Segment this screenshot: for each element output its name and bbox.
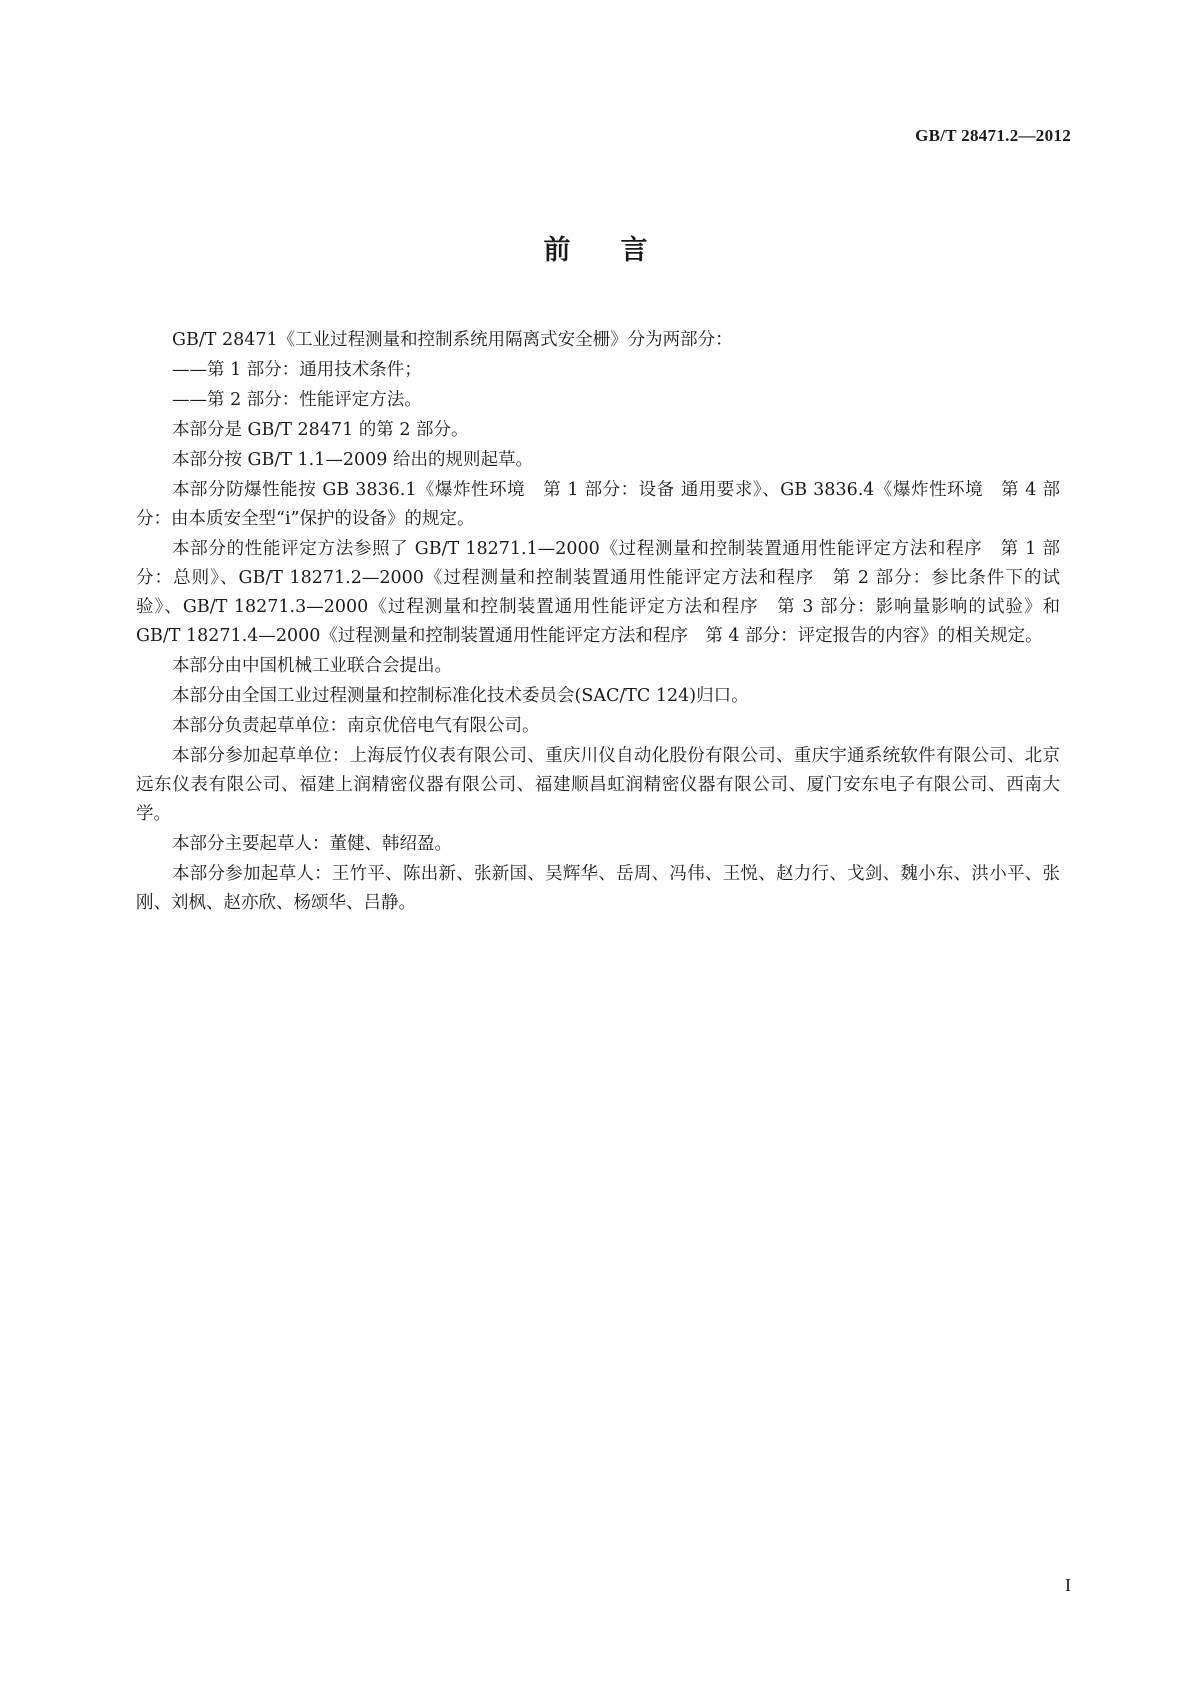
paragraph-participating-units: 本部分参加起草单位：上海辰竹仪表有限公司、重庆川仪自动化股份有限公司、重庆宇通系统软件有限公司、北京远东仪表有限公司、福建上润精密仪器有限公司、福建顺昌虹润精密仪器有限公司、厦门安东电子有限公司、西南大学。 [136, 746, 1060, 824]
paragraph-part-1: ——第 1 部分：通用技术条件； [172, 360, 422, 380]
paragraph-explosion-proof: 本部分防爆性能按 GB 3836.1《爆炸性环境 第 1 部分：设备 通用要求》、GB 3836.4《爆炸性环境 第 4 部分：由本质安全型“i”保护的设备》的规定。 [136, 480, 1060, 529]
paragraph-participating-drafters: 本部分参加起草人：王竹平、陈出新、张新国、吴辉华、岳周、冯伟、王悦、赵力行、戈剑、魏小东、洪小平、张刚、刘枫、赵亦欣、杨颂华、吕静。 [136, 864, 1060, 913]
paragraph-main-drafters: 本部分主要起草人：董健、韩绍盈。 [172, 834, 452, 854]
page-title: 前言 [543, 235, 698, 266]
paragraph-scope: 本部分是 GB/T 28471 的第 2 部分。 [172, 420, 469, 440]
paragraph-committee: 本部分由全国工业过程测量和控制标准化技术委员会(SAC/TC 124)归口。 [172, 686, 749, 706]
standard-number: GB/T 28471.2—2012 [915, 126, 1071, 145]
paragraph-parts-overview: GB/T 28471《工业过程测量和控制系统用隔离式安全栅》分为两部分： [172, 330, 733, 350]
paragraph-part-2: ——第 2 部分：性能评定方法。 [172, 390, 422, 410]
paragraph-references: 本部分的性能评定方法参照了 GB/T 18271.1—2000《过程测量和控制装置通用性能评定方法和程序 第 1 部分：总则》、GB/T 18271.2—2000《过程测量和控制装置通用性能评定方法和程序 第 2 部分：参比条件下的试验》、GB/T 18271.3—2000《过程测量和控制装置通用性能评定方法和程序 第 3 部分：影响量影响的试验》和 GB/T 18271.4—2000《过程测量和控制装置通用性能评定方法和程序 第 4 部分：评定报告的内容》的相关规定。 [136, 539, 1060, 646]
page-number: I [1065, 1575, 1071, 1595]
paragraph-drafting-rules: 本部分按 GB/T 1.1—2009 给出的规则起草。 [172, 450, 533, 470]
paragraph-proposer: 本部分由中国机械工业联合会提出。 [172, 656, 452, 676]
foreword-body [136, 326, 1060, 919]
paragraph-lead-drafter: 本部分负责起草单位：南京优倍电气有限公司。 [172, 716, 540, 736]
